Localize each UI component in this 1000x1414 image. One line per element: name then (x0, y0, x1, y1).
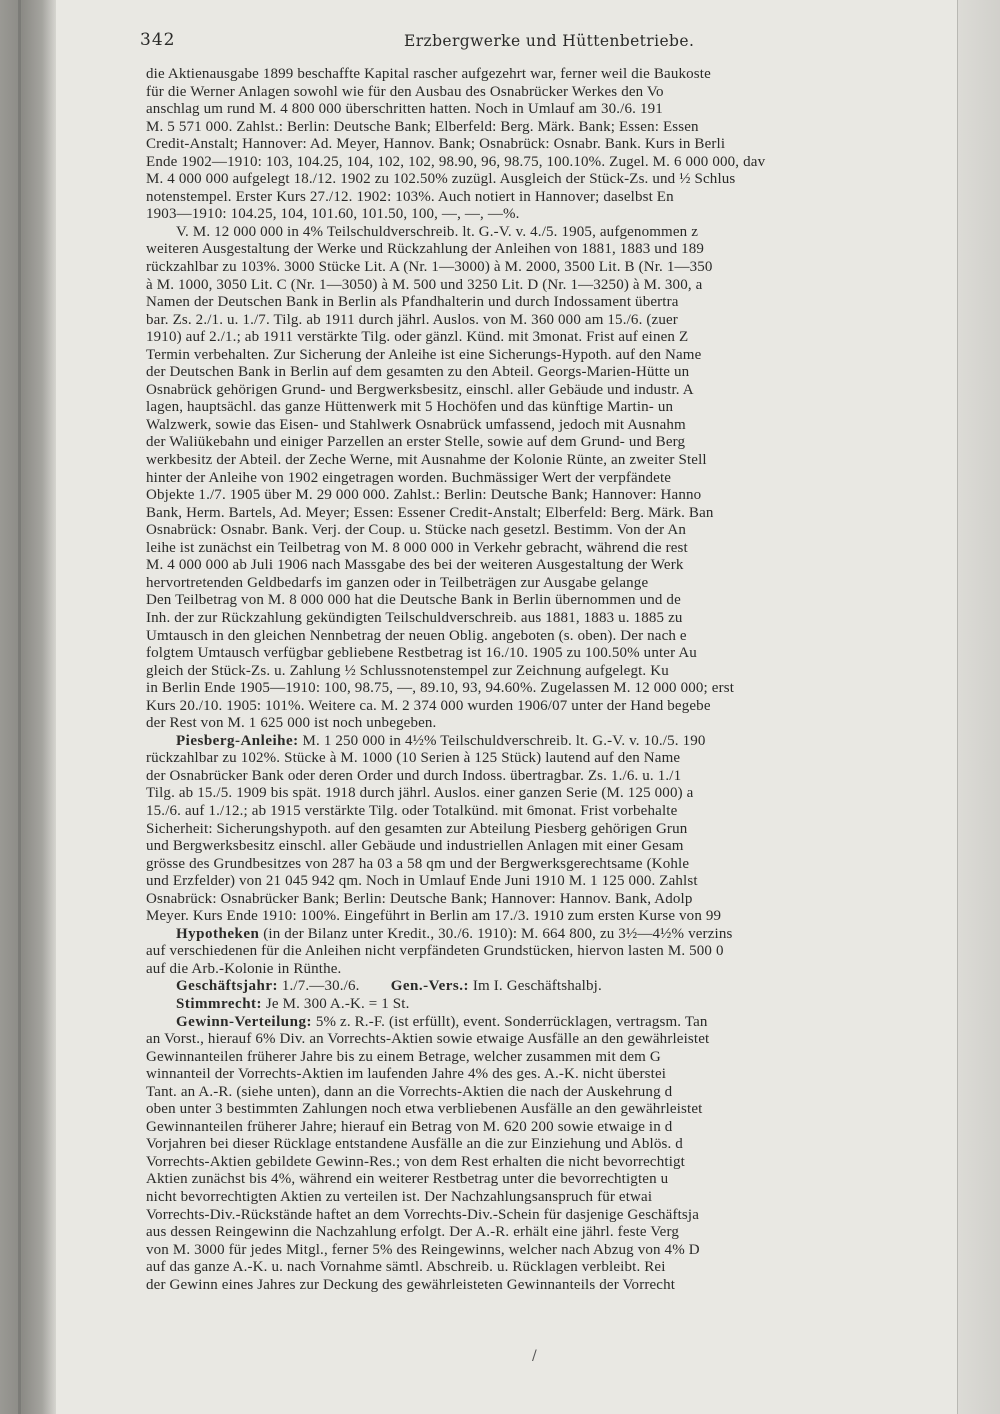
line-text: Den Teilbetrag von M. 8 000 000 hat die Deutsche Bank in Berlin übernommen und de (146, 592, 681, 609)
text-line (146, 978, 966, 996)
line-text: bar. Zs. 2./1. u. 1./7. Tilg. ab 1911 durch jährl. Auslos. von M. 360 000 am 15./6. (zuer (146, 311, 678, 328)
line-text: der Osnabrücker Bank oder deren Order und durch Indoss. übertragbar. Zs. 1./6. u. 1./1 (146, 767, 682, 784)
line-text: der Deutschen Bank in Berlin auf dem gesamten zu den Abteil. Georgs-Marien-Hütte un (146, 364, 690, 381)
line-text: der Rest von M. 1 625 000 ist noch unbegeben. (146, 715, 437, 732)
text-line (146, 347, 966, 365)
text-line (146, 154, 966, 172)
text-line (146, 66, 966, 84)
line-text: 1903—1910: 104.25, 104, 101.60, 101.50, 100, —, —, —%. (146, 206, 520, 223)
line-text: für die Werner Anlagen sowohl wie für den Ausbau des Osnabrücker Werkes den Vo (146, 83, 664, 100)
text-line (146, 663, 966, 681)
line-text: die Aktienausgabe 1899 beschaffte Kapital rascher aufgezehrt war, ferner weil die Baukoste (146, 66, 711, 82)
text-line (146, 1207, 966, 1225)
body-text (146, 66, 966, 1294)
text-line (146, 1014, 966, 1032)
page-header (140, 22, 966, 66)
line-text: Gewinnanteilen früherer Jahre bis zu einem Betrage, welcher zusammen mit dem G (146, 1048, 661, 1065)
text-line (146, 1224, 966, 1242)
line-text: und Erzfelder) von 21 045 942 qm. Noch in Umlauf Ende Juni 1910 M. 1 125 000. Zahlst (146, 873, 698, 890)
text-line (146, 470, 966, 488)
text-line (146, 417, 966, 435)
line-text: Bank, Herm. Bartels, Ad. Meyer; Essen: Essener Credit-Anstalt; Elberfeld: Berg. Märk. Ban (146, 504, 714, 521)
line-text: lagen, hauptsächl. das ganze Hüttenwerk mit 5 Hochöfen und das künftige Martin- un (146, 399, 674, 416)
text-line (146, 996, 966, 1014)
text-line (146, 1119, 966, 1137)
text-line (146, 259, 966, 277)
text-line (146, 1154, 966, 1172)
line-text: 15./6. auf 1./12.; ab 1915 verstärkte Tilg. oder Totalkünd. mit 6monat. Frist vorbehalte (146, 802, 678, 819)
text-line (146, 505, 966, 523)
text-line (146, 1189, 966, 1207)
line-text: der Gewinn eines Jahres zur Deckung des gewährleisteten Gewinnanteils der Vorrecht (146, 1276, 676, 1293)
text-line (146, 522, 966, 540)
text-line (146, 680, 966, 698)
text-line (146, 592, 966, 610)
section-heading: Hypotheken (176, 925, 260, 942)
text-line (146, 926, 966, 944)
line-text: gleich der Stück-Zs. u. Zahlung ½ Schlussnotenstempel zur Zeichnung aufgelegt. Ku (146, 662, 669, 679)
line-text: anschlag um rund M. 4 800 000 überschritten hatten. Noch in Umlauf am 30./6. 191 (146, 101, 663, 118)
line-text: grösse des Grundbesitzes von 287 ha 03 a 58 qm und der Bergwerksgerechtsame (Kohle (146, 855, 690, 872)
text-line (146, 838, 966, 856)
text-line (146, 821, 966, 839)
section-heading: Geschäftsjahr: (176, 978, 278, 995)
line-text: Je M. 300 A.-K. = 1 St. (262, 995, 410, 1012)
line-text: Objekte 1./7. 1905 über M. 29 000 000. Zahlst.: Berlin: Deutsche Bank; Hannover: Hanno (146, 487, 702, 504)
text-line (146, 399, 966, 417)
line-text: M. 4 000 000 aufgelegt 18./12. 1902 zu 102.50% zuzügl. Ausgleich der Stück-Zs. und ½ Schlus (146, 171, 736, 188)
line-text: auf verschiedenen für die Anleihen nicht verpfändeten Grundstücken, hiervon lasten M. 500 0 (146, 943, 724, 960)
line-text: Osnabrück gehörigen Grund- und Bergwerksbesitz, einschl. aller Gebäude und industr. A (146, 381, 694, 398)
text-line (146, 452, 966, 470)
line-text: (in der Bilanz unter Kredit., 30./6. 1910): M. 664 800, zu 3½—4½% verzins (259, 925, 733, 942)
text-line (146, 628, 966, 646)
text-line (146, 768, 966, 786)
line-text: Tilg. ab 15./5. 1909 bis spät. 1918 durch jährl. Auslos. einer ganzen Serie (M. 125 000) a (146, 785, 694, 802)
line-text: 1./7.—30./6. (277, 978, 391, 995)
line-text: Tant. an A.-R. (siehe unten), dann an die Vorrechts-Aktien die nach der Auskehrung d (146, 1083, 673, 1100)
text-line (146, 1242, 966, 1260)
line-text: oben unter 3 bestimmten Zahlungen noch etwa verbliebenen Ausfälle an den gewährleistet (146, 1101, 703, 1118)
text-line (146, 575, 966, 593)
line-text: an Vorst., hierauf 6% Div. an Vorrechts-Aktien sowie etwaige Ausfälle an den gewährleistet (146, 1031, 710, 1048)
line-text: Kurs 20./10. 1905: 101%. Weitere ca. M. 2 374 000 wurden 1906/07 unter der Hand begebe (146, 697, 711, 714)
text-line (146, 856, 966, 874)
section-heading: Stimmrecht: (176, 995, 263, 1012)
text-line (146, 1084, 966, 1102)
line-text: 1910) auf 2./1.; ab 1911 verstärkte Tilg. oder gänzl. Künd. mit 3monat. Frist auf einen Z (146, 329, 689, 346)
text-line (146, 1171, 966, 1189)
line-text: M. 4 000 000 ab Juli 1906 nach Massgabe des bei der weiteren Ausgestaltung der Werk (146, 557, 684, 574)
text-line (146, 750, 966, 768)
line-text: Walzwerk, sowie das Eisen- und Stahlwerk Osnabrück umfassend, jedoch mit Ausnahm (146, 416, 686, 433)
line-text: von M. 3000 für jedes Mitgl., ferner 5% des Reingewinns, welcher nach Abzug von 4% D (146, 1241, 700, 1258)
text-line (146, 557, 966, 575)
line-text: Termin verbehalten. Zur Sicherung der Anleihe ist eine Sicherungs-Hypoth. auf den Name (146, 346, 702, 363)
text-line (146, 908, 966, 926)
line-text: M. 5 571 000. Zahlst.: Berlin: Deutsche Bank; Elberfeld: Berg. Märk. Bank; Essen: Essen (146, 118, 699, 135)
text-line (146, 943, 966, 961)
text-line (146, 206, 966, 224)
running-title: Erzbergwerke und Hüttenbetriebe. (404, 32, 695, 50)
text-line (146, 312, 966, 330)
text-line (146, 487, 966, 505)
bottom-mark: / (532, 1348, 537, 1364)
page-number: 342 (140, 30, 176, 50)
text-line (146, 277, 966, 295)
line-text: Inh. der zur Rückzahlung gekündigten Teilschuldverschreib. aus 1881, 1883 u. 1885 zu (146, 609, 683, 626)
line-text: Sicherheit: Sicherungshypoth. auf den gesamten zur Abteilung Piesberg gehörigen Grun (146, 820, 688, 837)
line-text: Vorrechts-Aktien gebildete Gewinn-Res.; von dem Rest erhalten die nicht bevorrechtigt (146, 1153, 685, 1170)
text-line (146, 119, 966, 137)
line-text: Vorjahren bei dieser Rücklage entstandene Ausfälle an die zur Einziehung und Ablös. d (146, 1136, 683, 1153)
line-text: Osnabrück: Osnabrücker Bank; Berlin: Deutsche Bank; Hannover: Hannov. Bank, Adolp (146, 890, 693, 907)
line-text: rückzahlbar zu 102%. Stücke à M. 1000 (10 Serien à 125 Stück) lautend auf den Name (146, 750, 681, 767)
line-text: Vorrechts-Div.-Rückstände haftet an dem Vorrechts-Div.-Schein für dasjenige Geschäftsja (146, 1206, 700, 1223)
text-line (146, 434, 966, 452)
line-text: hinter der Anleihe von 1902 eingetragen worden. Buchmässiger Wert der verpfändete (146, 469, 672, 486)
section-heading: Piesberg-Anleihe: (176, 732, 299, 749)
line-text: werkbesitz der Abteil. der Zeche Werne, mit Ausnahme der Kolonie Rünte, an zweiter Stell (146, 452, 707, 469)
line-text: der Waliükebahn und einiger Parzellen an erster Stelle, sowie auf dem Grund- und Berg (146, 434, 686, 451)
text-line (146, 224, 966, 242)
line-text: weiteren Ausgestaltung der Werke und Rückzahlung der Anleihen von 1881, 1883 und 189 (146, 241, 705, 258)
text-line (146, 803, 966, 821)
text-line (146, 610, 966, 628)
text-line (146, 1101, 966, 1119)
line-text: Namen der Deutschen Bank in Berlin als Pfandhalterin und durch Indossament übertra (146, 294, 679, 311)
text-line (146, 540, 966, 558)
line-text: aus dessen Reingewinn die Nachzahlung erfolgt. Der A.-R. erhält eine jährl. feste Verg (146, 1224, 680, 1241)
text-line (146, 645, 966, 663)
line-text: Credit-Anstalt; Hannover: Ad. Meyer, Hannov. Bank; Osnabrück: Osnabr. Bank. Kurs in Berli (146, 136, 726, 153)
line-text: Aktien zunächst bis 4%, während ein weiterer Restbetrag unter die bevorrechtigten u (146, 1171, 669, 1188)
line-text: Gewinnanteilen früherer Jahre; hierauf ein Betrag von M. 620 200 sowie etwaige in d (146, 1118, 673, 1135)
line-text: leihe ist zunächst ein Teilbetrag von M. 8 000 000 in Verkehr gebracht, während die rest (146, 539, 688, 556)
line-text: V. M. 12 000 000 in 4% Teilschuldverschreib. lt. G.-V. v. 4./5. 1905, aufgenommen z (176, 223, 699, 240)
text-line (146, 785, 966, 803)
line-text: Osnabrück: Osnabr. Bank. Verj. der Coup. u. Stücke nach gesetzl. Bestimm. Von der An (146, 522, 687, 539)
text-line (146, 171, 966, 189)
text-line (146, 873, 966, 891)
text-line (146, 364, 966, 382)
text-line (146, 241, 966, 259)
text-line (146, 1136, 966, 1154)
line-text: nicht bevorrechtigten Aktien zu verteilen ist. Der Nachzahlungsanspruch für etwai (146, 1189, 653, 1205)
text-line (146, 382, 966, 400)
line-text: auf die Arb.-Kolonie in Rünthe. (146, 960, 342, 977)
text-line (146, 294, 966, 312)
document-page (140, 22, 966, 1402)
text-line (146, 715, 966, 733)
text-line (146, 1049, 966, 1067)
text-line (146, 101, 966, 119)
text-line (146, 1031, 966, 1049)
text-line (146, 698, 966, 716)
text-line (146, 1277, 966, 1295)
text-line (146, 84, 966, 102)
section-heading: Gewinn-Verteilung: (176, 1013, 312, 1030)
text-line (146, 961, 966, 979)
text-line (146, 733, 966, 751)
line-text: winnanteil der Vorrechts-Aktien im laufenden Jahre 4% des ges. A.-K. nicht überstei (146, 1066, 667, 1083)
book-binding-shadow (0, 0, 56, 1414)
line-text: und Bergwerksbesitz einschl. aller Gebäude und industriellen Anlagen mit einer Gesam (146, 838, 684, 855)
text-line (146, 189, 966, 207)
line-text: Umtausch in den gleichen Nennbetrag der neuen Oblig. angeboten (s. oben). Der nach e (146, 627, 687, 644)
line-text: in Berlin Ende 1905—1910: 100, 98.75, —, 89.10, 93, 94.60%. Zugelassen M. 12 000 000; erst (146, 680, 735, 697)
line-text: M. 1 250 000 in 4½% Teilschuldverschreib. lt. G.-V. v. 10./5. 190 (298, 732, 706, 749)
line-text: notenstempel. Erster Kurs 27./12. 1902: 103%. Auch notiert in Hannover; daselbst En (146, 188, 674, 205)
text-line (146, 891, 966, 909)
line-text: 5% z. R.-F. (ist erfüllt), event. Sonderrücklagen, vertragsm. Tan (311, 1013, 708, 1030)
text-line (146, 1259, 966, 1277)
text-line (146, 136, 966, 154)
line-text: folgtem Umtausch verfügbar gebliebene Restbetrag ist 16./10. 1905 zu 100.50% unter Au (146, 645, 697, 662)
line-text: auf das ganze A.-K. u. nach Vornahme sämtl. Abschreib. u. Rücklagen verbleibt. Rei (146, 1259, 666, 1276)
text-line (146, 329, 966, 347)
line-text: Ende 1902—1910: 103, 104.25, 104, 102, 102, 98.90, 96, 98.75, 100.10%. Zugel. M. 6 000 000, dav (146, 153, 766, 170)
line-text: Im I. Geschäftshalbj. (469, 978, 602, 995)
line-text: rückzahlbar zu 103%. 3000 Stücke Lit. A (Nr. 1—3000) à M. 2000, 3500 Lit. B (Nr. 1—350 (146, 259, 713, 276)
line-text: à M. 1000, 3050 Lit. C (Nr. 1—3050) à M. 500 und 3250 Lit. D (Nr. 1—3250) à M. 300, a (146, 276, 703, 293)
line-text: Meyer. Kurs Ende 1910: 100%. Eingeführt in Berlin am 17./3. 1910 zum ersten Kurse von 99 (146, 908, 722, 925)
line-text: hervortretenden Geldbedarfs im ganzen oder in Teilbeträgen zur Ausgabe gelange (146, 574, 649, 591)
text-line (146, 1066, 966, 1084)
section-heading: Gen.-Vers.: (390, 978, 470, 995)
